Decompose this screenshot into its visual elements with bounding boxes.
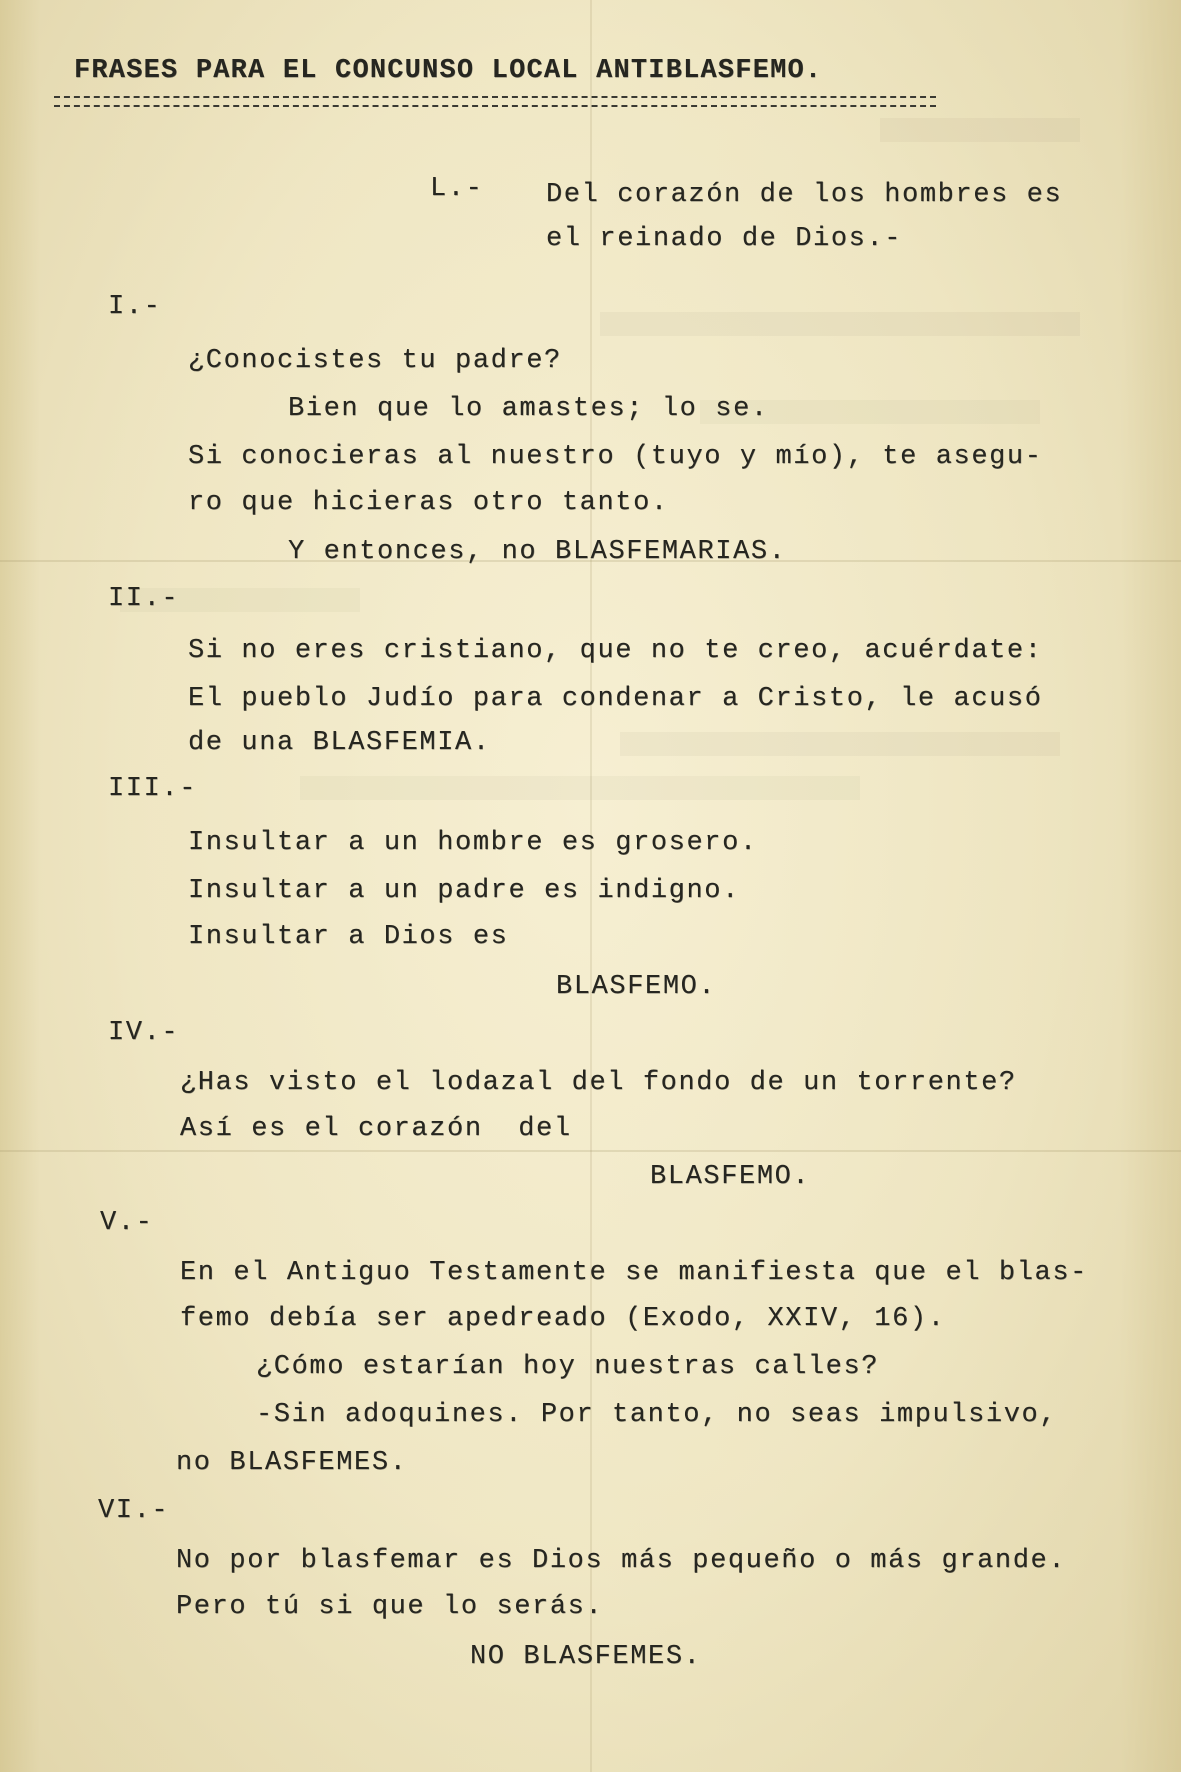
section-line: no BLASFEMES. (176, 1448, 408, 1478)
section-line: ¿Cómo estarían hoy nuestras calles? (256, 1352, 880, 1382)
section-line: Si no eres cristiano, que no te creo, acuérdate: (188, 636, 1043, 666)
section-line: ro que hicieras otro tanto. (188, 488, 669, 518)
section-number: VI.- (98, 1496, 170, 1526)
section-line: Insultar a un hombre es grosero. (188, 828, 758, 858)
bleed-through-mark (300, 776, 860, 800)
section-number: I.- (108, 292, 162, 322)
document-title: FRASES PARA EL CONCUNSO LOCAL ANTIBLASFEMO. (74, 56, 823, 86)
section-number: V.- (100, 1208, 154, 1238)
bleed-through-mark (620, 732, 1060, 756)
section-line: ¿Conocistes tu padre? (188, 346, 562, 376)
section-line: Insultar a un padre es indigno. (188, 876, 740, 906)
motto-number: L.- (430, 174, 484, 204)
section-line: de una BLASFEMIA. (188, 728, 491, 758)
section-line: -Sin adoquines. Por tanto, no seas impulsivo, (256, 1400, 1058, 1430)
section-line: NO BLASFEMES. (470, 1642, 702, 1672)
section-line: Si conocieras al nuestro (tuyo y mío), te asegu- (188, 442, 1043, 472)
title-underline (54, 96, 936, 107)
section-line: BLASFEMO. (556, 972, 717, 1002)
section-line: BLASFEMO. (650, 1162, 811, 1192)
section-line: Insultar a Dios es (188, 922, 509, 952)
section-line: El pueblo Judío para condenar a Cristo, le acusó (188, 684, 1043, 714)
section-line: Así es el corazón del (180, 1114, 572, 1144)
section-line: Pero tú si que lo serás. (176, 1592, 604, 1622)
section-number: III.- (108, 774, 198, 804)
section-number: IV.- (108, 1018, 180, 1048)
motto-line: Del corazón de los hombres es (546, 180, 1063, 210)
section-line: No por blasfemar es Dios más pequeño o más grande. (176, 1546, 1067, 1576)
section-line: femo debía ser apedreado (Exodo, XXIV, 16). (180, 1304, 946, 1334)
motto-line: el reinado de Dios.- (546, 224, 903, 254)
bleed-through-mark (880, 118, 1080, 142)
section-line: ¿Has visto el lodazal del fondo de un torrente? (180, 1068, 1017, 1098)
bleed-through-mark (600, 312, 1080, 336)
section-number: II.- (108, 584, 180, 614)
section-line: Y entonces, no BLASFEMARIAS. (288, 537, 787, 567)
section-line: Bien que lo amastes; lo se. (288, 394, 769, 424)
section-line: En el Antiguo Testamente se manifiesta que el blas- (180, 1258, 1088, 1288)
